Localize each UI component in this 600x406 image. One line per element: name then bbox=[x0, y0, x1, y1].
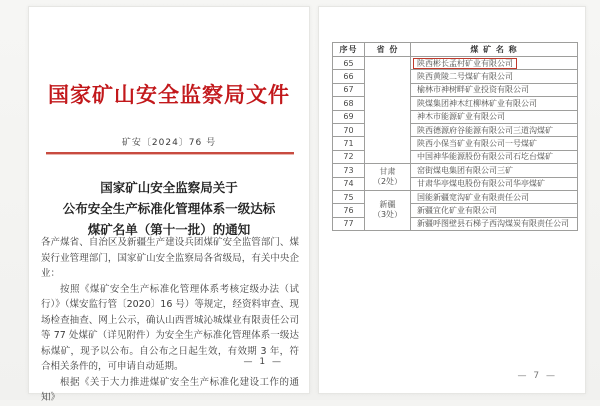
table-row bbox=[333, 190, 578, 203]
serial-cell: 69 bbox=[333, 110, 365, 123]
province-cell bbox=[365, 57, 411, 164]
header-serial: 序号 bbox=[333, 43, 365, 57]
mine-name-cell: 国能新疆宽沟矿业有限责任公司 bbox=[411, 190, 578, 203]
page-number-right: — 7 — bbox=[517, 371, 557, 381]
mine-name-cell: 新疆宜化矿业有限公司 bbox=[411, 204, 578, 217]
document-page-right bbox=[318, 6, 586, 394]
serial-cell: 71 bbox=[333, 137, 365, 150]
table-row bbox=[333, 57, 578, 70]
mine-name-cell: 新疆呼图壁县石梯子西沟煤炭有限责任公司 bbox=[411, 217, 578, 230]
title-line-3: 煤矿名单（第十一批）的通知 bbox=[87, 222, 251, 237]
mine-name-cell bbox=[411, 57, 578, 70]
serial-cell: 66 bbox=[333, 70, 365, 83]
salutation-paragraph: 各产煤省、自治区及新疆生产建设兵团煤矿安全监管部门、煤炭行业管理部门，国家矿山安全监察局各省级局，有关中央企业： bbox=[41, 237, 299, 279]
mine-name-cell: 榆林市神树畔矿业投资有限公司 bbox=[411, 83, 578, 96]
document-page-left bbox=[28, 6, 310, 403]
serial-cell: 70 bbox=[333, 123, 365, 136]
mine-name-cell: 陕煤集团神木红柳林矿业有限公司 bbox=[411, 97, 578, 110]
coal-mine-table bbox=[332, 42, 578, 231]
header-province: 省 份 bbox=[365, 43, 411, 57]
serial-cell: 73 bbox=[333, 164, 365, 177]
serial-cell: 68 bbox=[333, 97, 365, 110]
mine-name-cell: 陕西黄陵二号煤矿有限公司 bbox=[411, 70, 578, 83]
header-mine-name: 煤 矿 名 称 bbox=[411, 43, 578, 57]
title-line-1: 国家矿山安全监察局关于 bbox=[100, 180, 238, 195]
mine-name-cell: 窑街煤电集团有限公司三矿 bbox=[411, 164, 578, 177]
province-cell: 甘肃 （2处） bbox=[365, 164, 411, 191]
highlight-box: 陕西彬长孟村矿业有限公司 bbox=[413, 58, 517, 69]
red-divider-rule bbox=[46, 152, 294, 155]
title-line-2: 公布安全生产标准化管理体系一级达标 bbox=[62, 201, 276, 216]
document-body bbox=[41, 235, 299, 406]
serial-cell: 75 bbox=[333, 190, 365, 203]
body-paragraph-2: 根据《关于大力推进煤矿安全生产标准化建设工作的通知》 bbox=[41, 376, 299, 403]
serial-cell: 72 bbox=[333, 150, 365, 163]
table-header-row bbox=[333, 43, 578, 57]
mine-table-body bbox=[333, 57, 578, 231]
document-number: 矿安〔2024〕76 号 bbox=[121, 138, 217, 148]
mine-name-cell: 陕西小保当矿业有限公司一号煤矿 bbox=[411, 137, 578, 150]
body-paragraph-1: 按照《煤矿安全生产标准化管理体系考核定级办法（试行）》（煤安监行管〔2020〕16 号）等规定，经资料审查、现场检查抽查、网上公示，确认山西晋城沁城煤业有限责任公司等 77 处煤矿（详见附件）为安全生产标准化管理体系一级达标煤矿，现予以公布。自公布之日起生效，有效期 3 年，符合相关条件的，可申请自动延期。 bbox=[41, 283, 299, 372]
mine-name-cell: 神木市能源矿业有限公司 bbox=[411, 110, 578, 123]
mine-name-cell: 中国神华能源股份有限公司石圪台煤矿 bbox=[411, 150, 578, 163]
mine-name-cell: 陕西德源府谷能源有限公司三道沟煤矿 bbox=[411, 123, 578, 136]
table-row bbox=[333, 164, 578, 177]
serial-cell: 65 bbox=[333, 57, 365, 70]
province-cell: 新疆 （3处） bbox=[365, 190, 411, 230]
mine-name-cell: 甘肃华亭煤电股份有限公司华亭煤矿 bbox=[411, 177, 578, 190]
serial-cell: 77 bbox=[333, 217, 365, 230]
serial-cell: 67 bbox=[333, 83, 365, 96]
document-title bbox=[29, 177, 309, 240]
serial-cell: 74 bbox=[333, 177, 365, 190]
serial-cell: 76 bbox=[333, 204, 365, 217]
agency-masthead: 国家矿山安全监察局文件 bbox=[48, 82, 290, 107]
page-number-left: — 1 — bbox=[243, 357, 283, 367]
